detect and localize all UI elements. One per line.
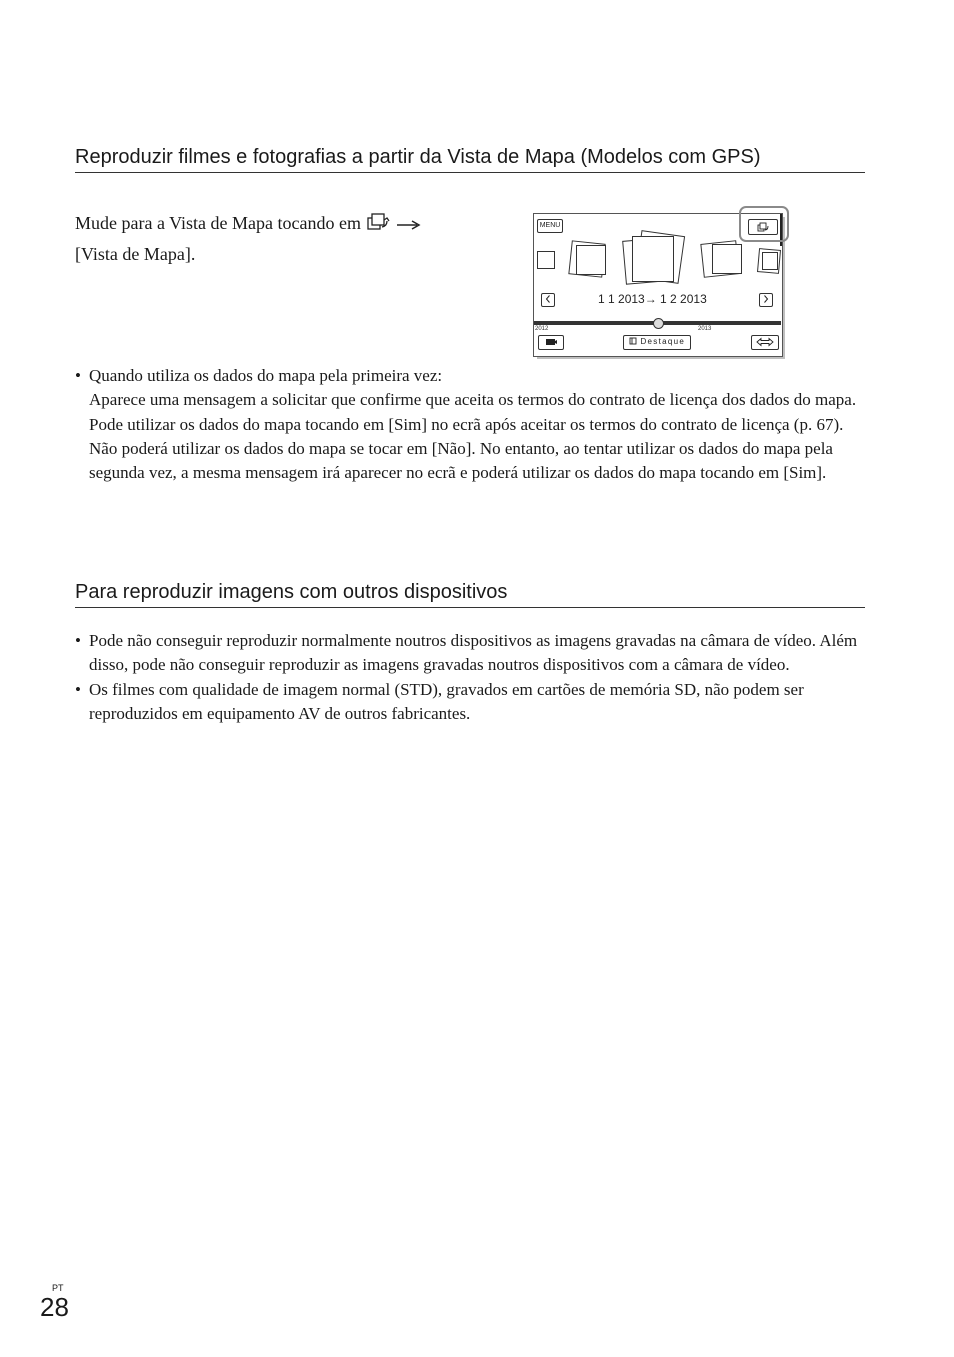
date-range: 1 1 2013→ 1 2 2013 xyxy=(598,292,707,306)
thumbnail[interactable] xyxy=(712,244,742,274)
list-item xyxy=(75,629,870,678)
prev-button[interactable] xyxy=(541,293,555,307)
thumbnail[interactable] xyxy=(537,251,555,269)
prev-chevron-icon xyxy=(544,294,552,304)
thumbnail[interactable] xyxy=(576,245,606,275)
language-code: PT xyxy=(52,1283,64,1293)
thumbnail[interactable] xyxy=(632,236,674,282)
section-title-other-devices: Para reproduzir imagens com outros dispositivos xyxy=(75,581,865,608)
timeline-cursor[interactable] xyxy=(653,318,664,329)
next-chevron-icon xyxy=(762,294,770,304)
section-title-map-view: Reproduzir filmes e fotografias a partir da Vista de Mapa (Modelos com GPS) xyxy=(75,146,865,173)
camera-mode-icon xyxy=(544,337,558,347)
bullet-icon: • xyxy=(75,679,81,699)
note-paragraph: Pode não conseguir reproduzir normalmente noutros dispositivos as imagens gravadas na câmara de vídeo. Além disso, pode não conseguir reproduzir as imagens gravadas noutros dispositivos com a câmara de vídeo. xyxy=(89,631,858,675)
menu-button[interactable]: MENU xyxy=(537,219,563,233)
highlight-button[interactable] xyxy=(623,335,691,350)
note-paragraph: Não poderá utilizar os dados do mapa se tocar em [Não]. No entanto, ao tentar utilizar os dados do mapa pela segunda vez, a mesma mensagem irá aparecer no ecrã e poderá utilizar os dados do mapa tocando em [Sim]. xyxy=(89,438,833,483)
note-paragraph: Os filmes com qualidade de imagem normal (STD), gravados em cartões de memória SD, não podem ser reproduzidos em equipamento AV de outros fabricantes. xyxy=(89,679,804,723)
playback-mode-toggle-icon xyxy=(366,212,392,240)
camera-mode-button[interactable] xyxy=(538,335,564,350)
thumbnail[interactable] xyxy=(762,252,778,270)
highlight-label: Destaque xyxy=(640,337,686,346)
intro-target: [Vista de Mapa]. xyxy=(75,244,196,264)
map-data-notes xyxy=(75,364,870,485)
list-item xyxy=(75,364,870,485)
callout-highlight-ring xyxy=(739,206,789,242)
page-number: 28 xyxy=(40,1292,69,1322)
resize-arrows-icon xyxy=(755,337,775,347)
arrow-right-icon xyxy=(396,212,422,240)
other-devices-notes xyxy=(75,629,870,726)
next-button[interactable] xyxy=(759,293,773,307)
note-paragraph: Aparece uma mensagem a solicitar que confirme que aceita os termos do contrato de licença dos dados do mapa. Pode utilizar os dados do mapa tocando em [Sim] no ecrã após aceitar os termos do contrato de licença (p. 67). xyxy=(89,390,857,434)
resize-button[interactable] xyxy=(751,335,779,350)
year-end: 2013 xyxy=(698,326,712,332)
intro-text: Mude para a Vista de Mapa tocando em xyxy=(75,213,361,233)
note-heading: Quando utiliza os dados do mapa pela primeira vez: xyxy=(89,366,443,385)
year-start: 2012 xyxy=(535,326,549,332)
intro-instruction xyxy=(75,209,475,268)
bullet-icon: • xyxy=(75,631,81,650)
bullet-icon: • xyxy=(75,366,81,385)
page-number-block xyxy=(40,1283,69,1321)
list-item xyxy=(75,678,870,727)
highlight-film-icon xyxy=(629,337,637,345)
